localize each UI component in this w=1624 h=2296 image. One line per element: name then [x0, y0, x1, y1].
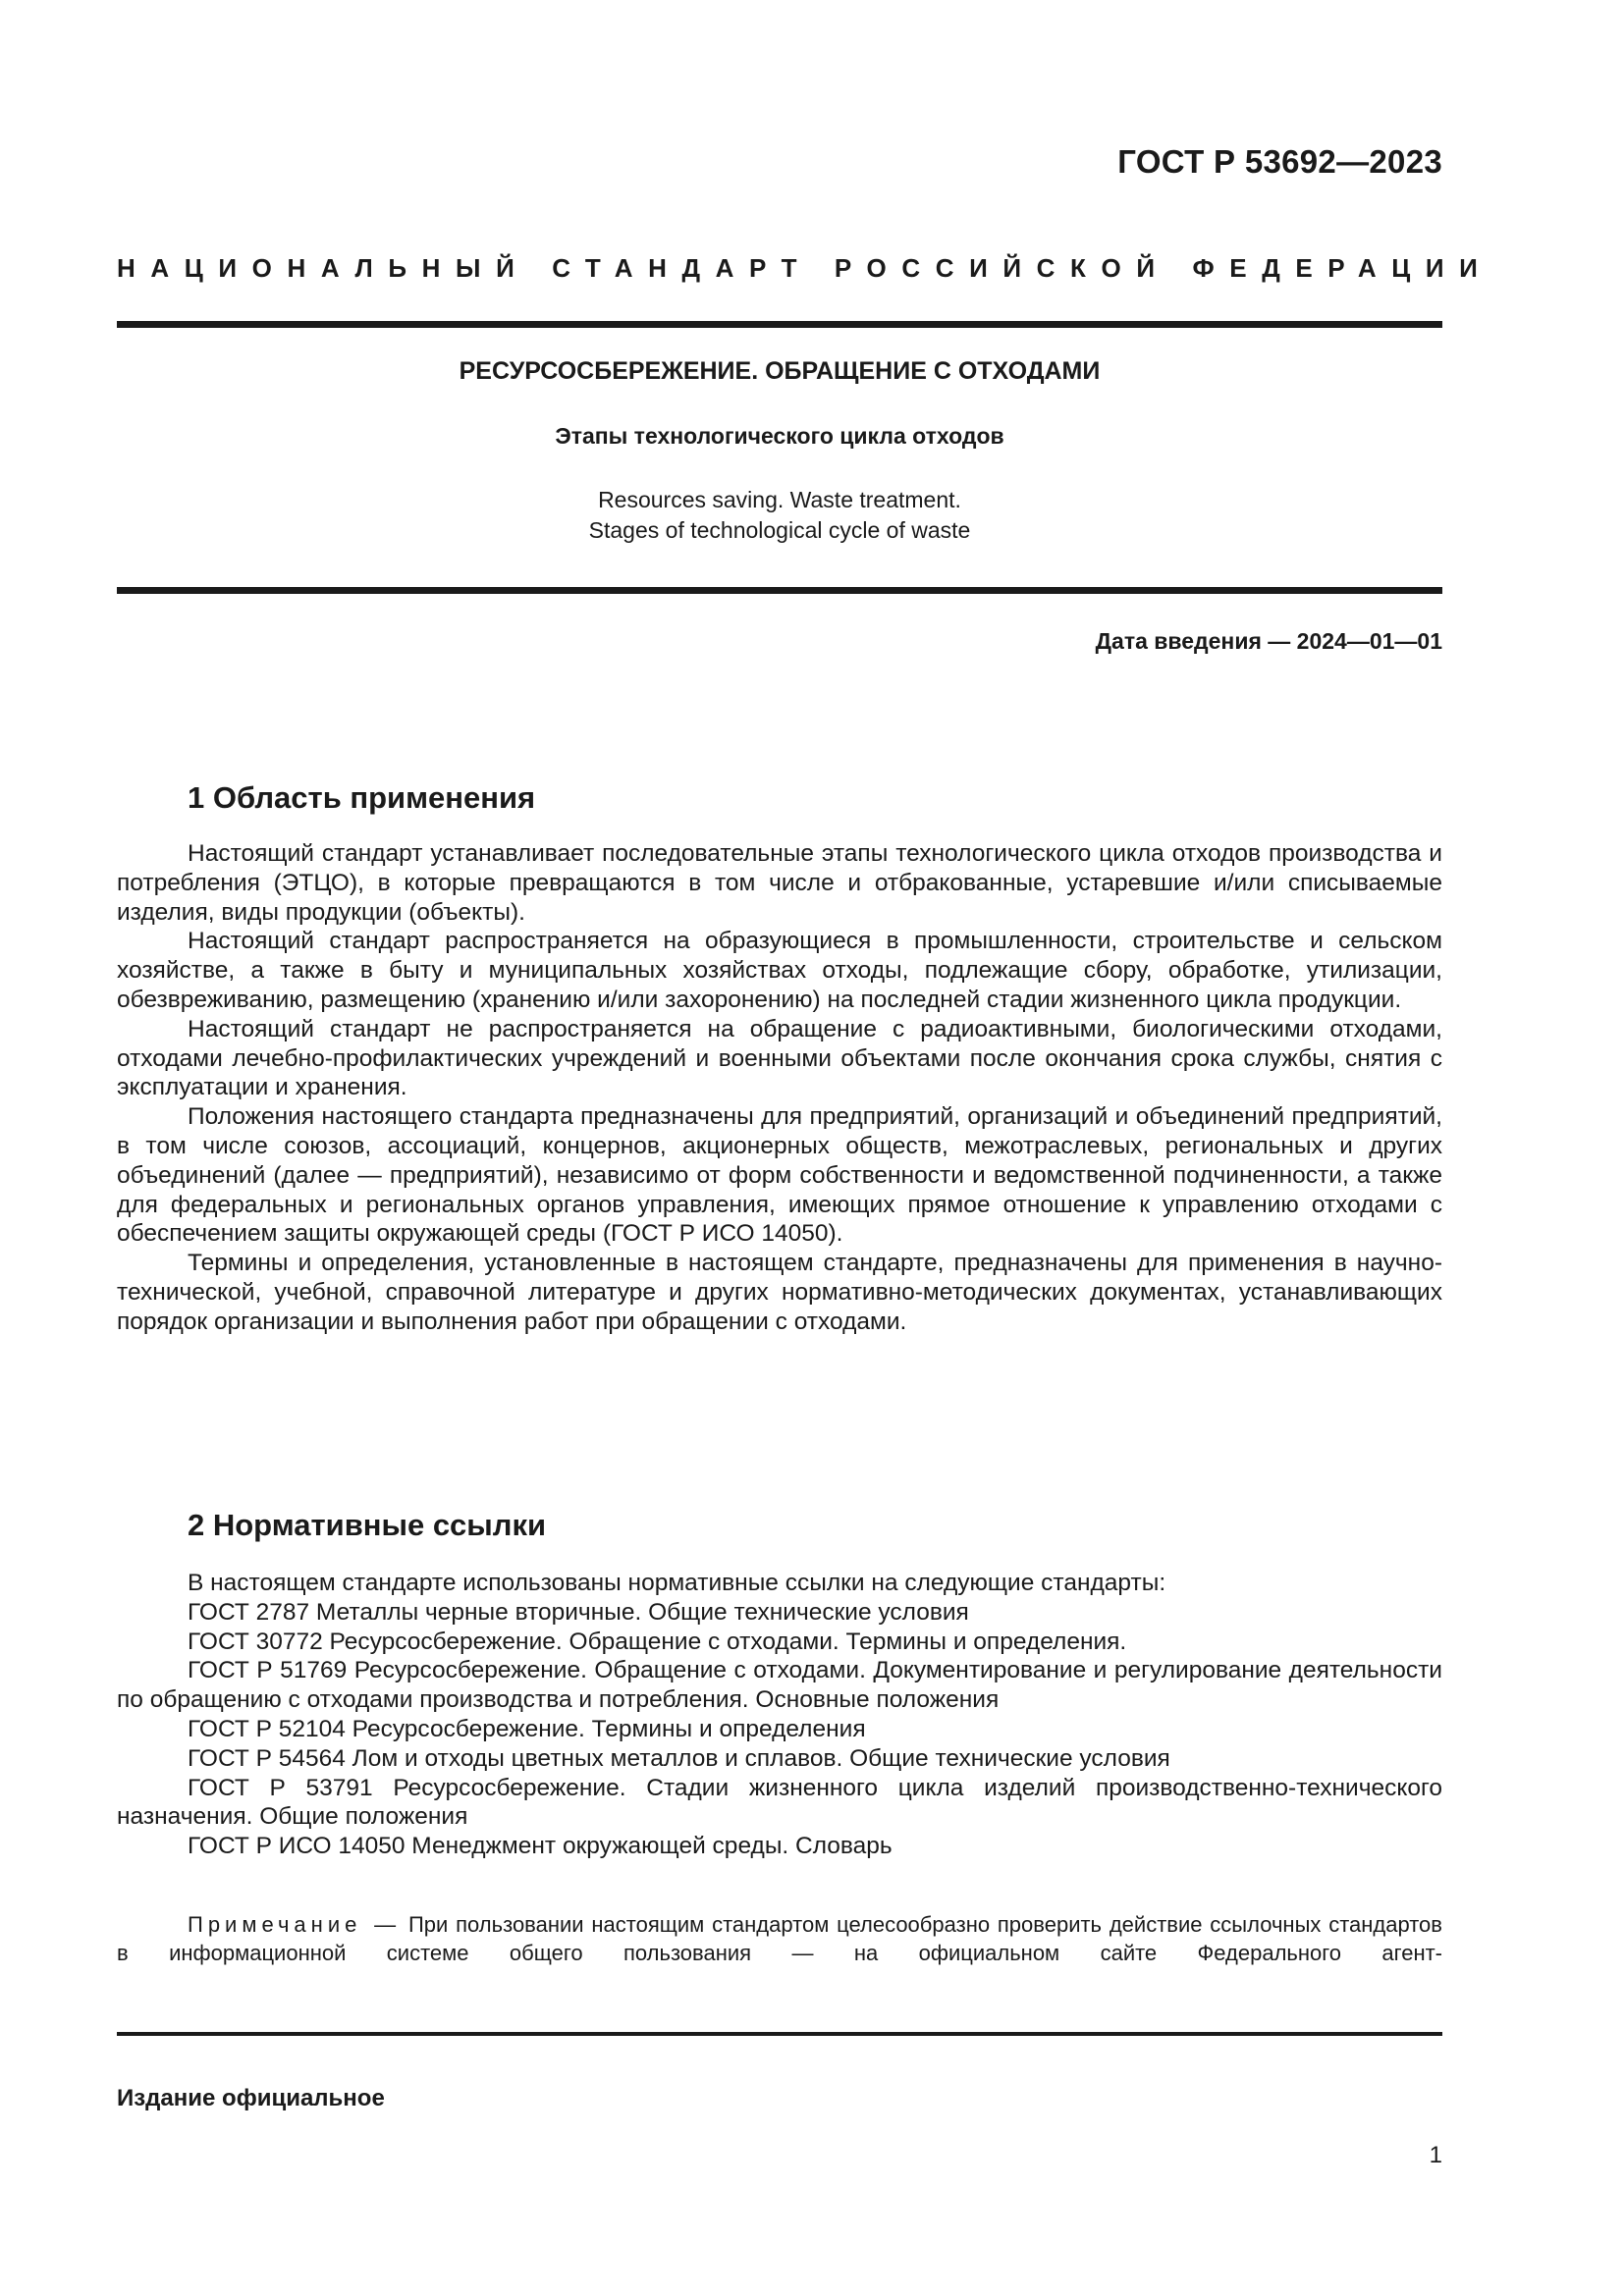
paragraph: Термины и определения, установленные в настоящем стандарте, предназначены для применения в научно-технической, учебной, справочной литературе и других нормативно-методических документах, устанавливающих порядок организации и выполнения работ при обращении с отходами.	[117, 1250, 1442, 1335]
reference-item: ГОСТ Р 54564 Лом и отходы цветных металлов и сплавов. Общие технические условия	[188, 1744, 1170, 1772]
section-2-heading: 2 Нормативные ссылки	[188, 1508, 547, 1542]
paragraph: Настоящий стандарт не распространяется на обращение с радиоактивными, биологическими отходами, отходами лечебно-профилактических учреждений и военными объектами после окончания срока службы, снятия с эксплуатации и хранения.	[117, 1015, 1442, 1101]
reference-item: ГОСТ Р 53791 Ресурсосбережение. Стадии жизненного цикла изделий производственно-технического назначения. Общие положения	[117, 1774, 1442, 1831]
document-title: РЕСУРСОСБЕРЕЖЕНИЕ. ОБРАЩЕНИЕ С ОТХОДАМИ	[459, 357, 1101, 385]
page-number: 1	[1429, 2142, 1442, 2168]
english-title-line-1: Resources saving. Waste treatment.	[598, 487, 961, 512]
note-label: Примечание —	[188, 1912, 402, 1937]
paragraph: Положения настоящего стандарта предназначены для предприятий, организаций и объединений предприятий, в том числе союзов, ассоциаций, концернов, акционерных обществ, межотраслевых, региональных и других объединений (далее — предприятий), независимо от форм собственности и ведомственной подчиненности, а также для федеральных и региональных органов управления, имеющих прямое отношение к управлению отходами с обеспечением защиты окружающей среды (ГОСТ Р ИСО 14050).	[117, 1103, 1442, 1248]
reference-item: ГОСТ Р 52104 Ресурсосбережение. Термины и определения	[188, 1715, 866, 1742]
document-code: ГОСТ Р 53692—2023	[1117, 143, 1442, 180]
national-standard-banner: НАЦИОНАЛЬНЫЙ СТАНДАРТ РОССИЙСКОЙ ФЕДЕРАЦИИ	[117, 253, 1493, 283]
section-2-body	[117, 1569, 1442, 1861]
top-rule	[117, 321, 1442, 328]
note-block	[117, 1910, 1442, 1967]
reference-item: ГОСТ 30772 Ресурсосбережение. Обращение с отходами. Термины и определения.	[188, 1628, 1127, 1655]
title-bottom-rule	[117, 587, 1442, 594]
english-title-line-2: Stages of technological cycle of waste	[588, 517, 971, 543]
reference-item: ГОСТ Р 51769 Ресурсосбережение. Обращение с отходами. Документирование и регулирование деятельности по обращению с отходами производства и потребления. Основные положения	[117, 1657, 1442, 1714]
reference-item: ГОСТ 2787 Металлы черные вторичные. Общие технические условия	[188, 1598, 969, 1626]
note-paragraph	[117, 1910, 1442, 1967]
paragraph: Настоящий стандарт устанавливает последовательные этапы технологического цикла отходов производства и потребления (ЭТЦО), в которые превращаются в том числе и отбракованные, устаревшие и/или списываемые изделия, виды продукции (объекты).	[117, 840, 1442, 926]
document-subtitle: Этапы технологического цикла отходов	[555, 423, 1004, 449]
paragraph: В настоящем стандарте использованы нормативные ссылки на следующие стандарты:	[188, 1570, 1166, 1596]
paragraph: Настоящий стандарт распространяется на образующиеся в промышленности, строительстве и сельском хозяйстве, а также в быту и муниципальных хозяйствах отходы, подлежащие сбору, обработке, утилизации, обезвреживанию, размещению (хранению и/или захоронению) на последней стадии жизненного цикла продукции.	[117, 928, 1442, 1013]
section-1-body	[117, 839, 1442, 1337]
edition-label: Издание официальное	[117, 2085, 385, 2111]
document-page	[117, 0, 1493, 2296]
reference-item: ГОСТ Р ИСО 14050 Менеджмент окружающей среды. Словарь	[188, 1833, 893, 1860]
introduction-date: Дата введения — 2024—01—01	[1095, 628, 1442, 654]
section-1-heading: 1 Область применения	[188, 780, 536, 815]
english-title	[117, 485, 1442, 546]
note-text: При пользовании настоящим стандартом целесообразно проверить действие ссылочных стандартов в информационной системе общего пользования — на официальном сайте Федерального агент-	[117, 1912, 1442, 1965]
footer-rule	[117, 2032, 1442, 2036]
